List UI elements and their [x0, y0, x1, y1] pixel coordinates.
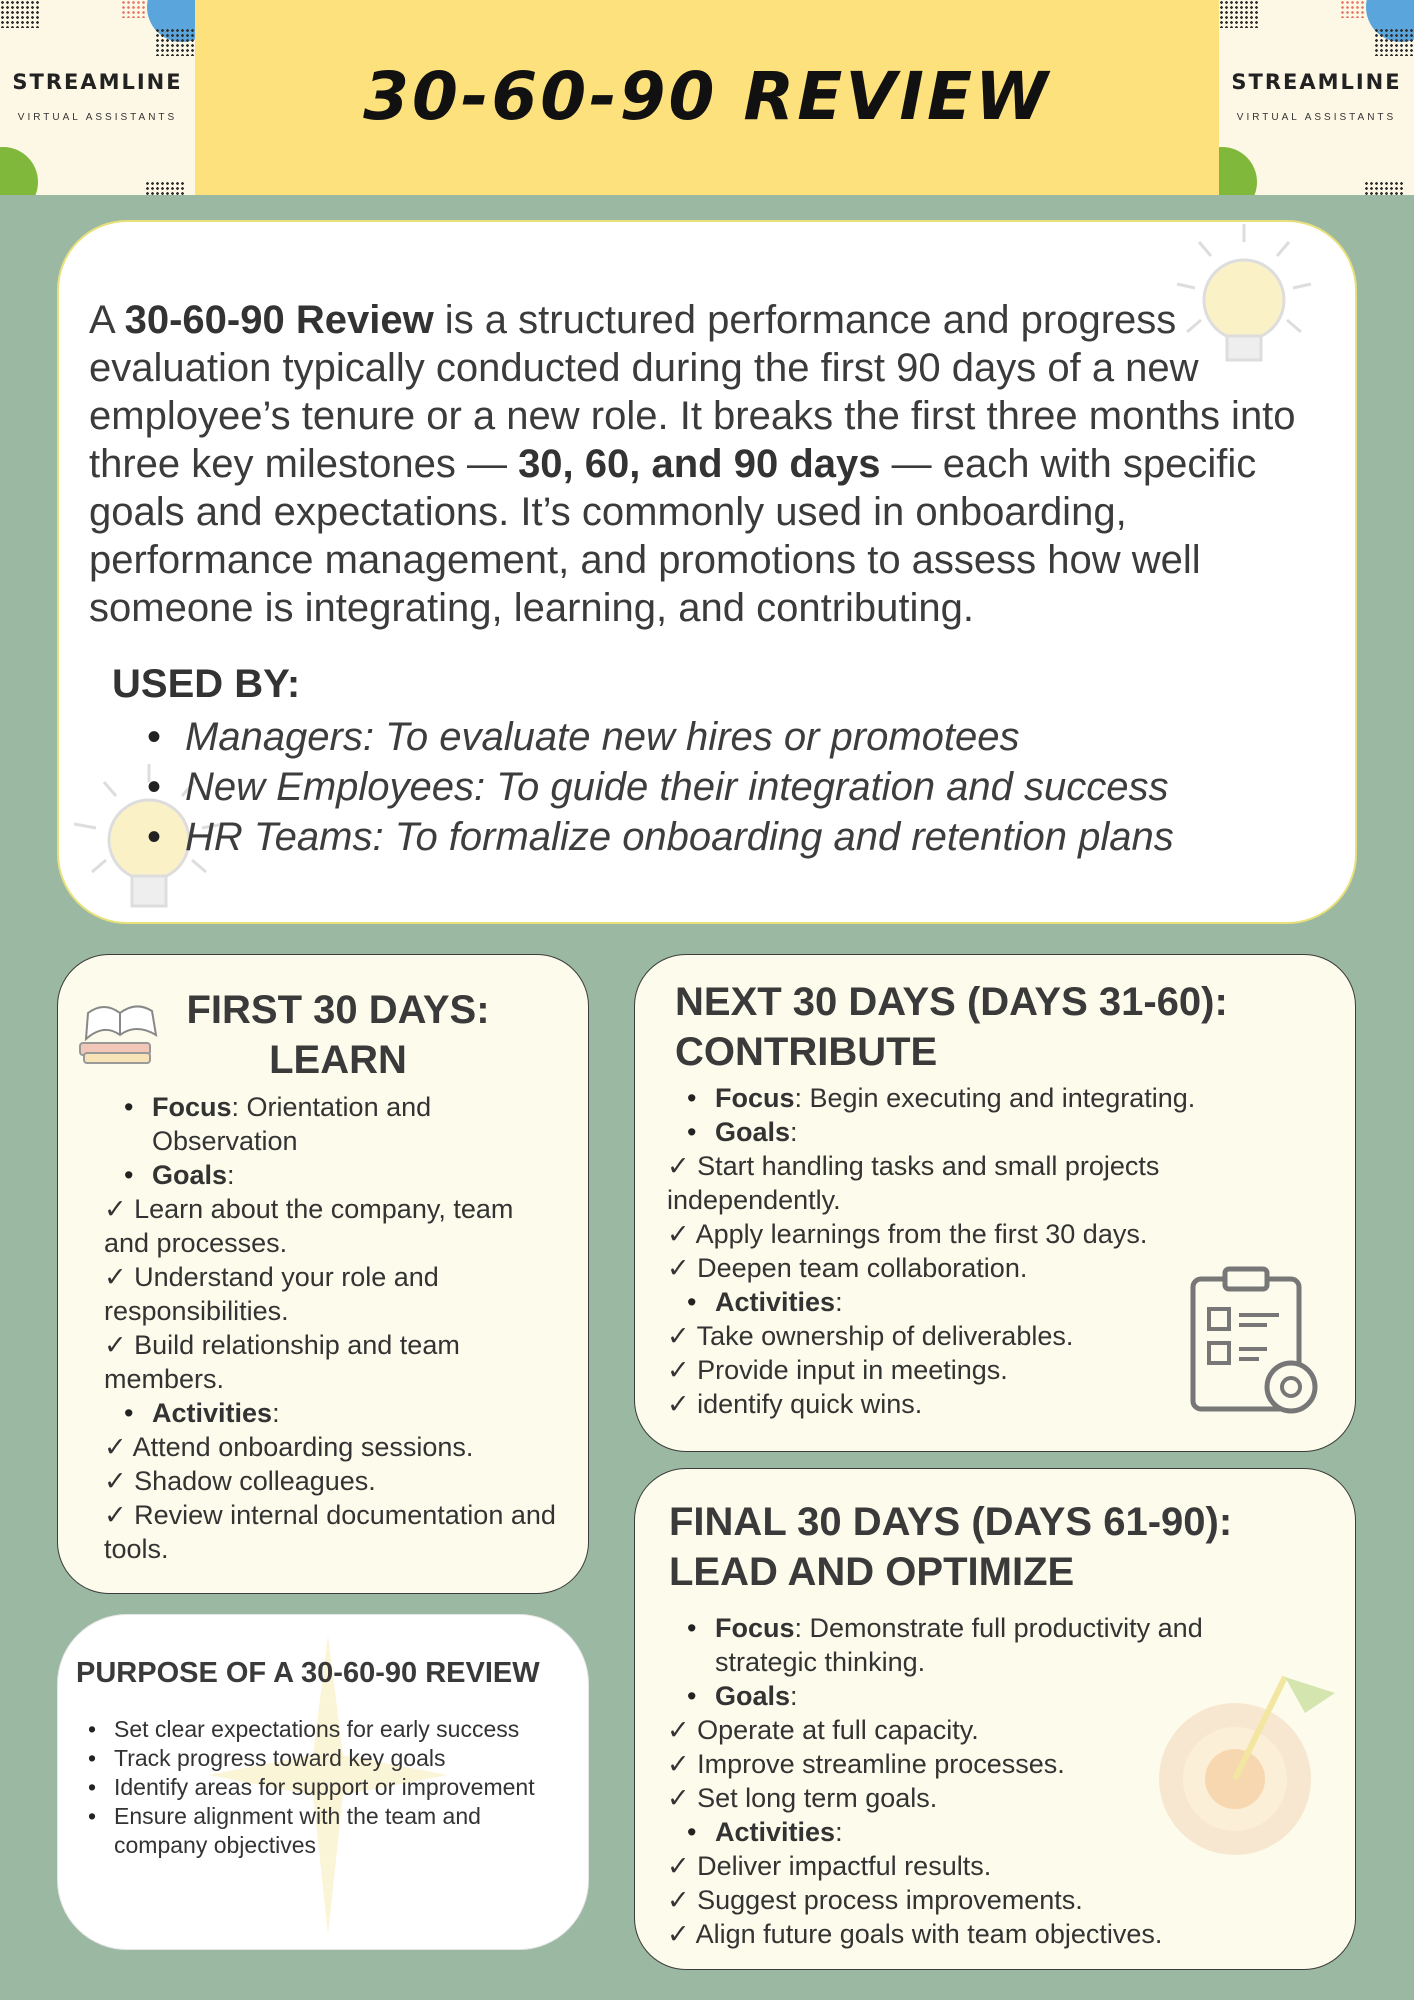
- list-item: ✓ Set long term goals.: [667, 1783, 938, 1813]
- logo-right: [1219, 0, 1414, 195]
- list-item: • New Employees: To guide their integration and success: [185, 762, 1174, 812]
- list-item: ✓ Build relationship and team members.: [104, 1330, 460, 1394]
- list-item: ✓ Suggest process improvements.: [667, 1885, 1083, 1915]
- logo-tagline: VIRTUAL ASSISTANTS: [1236, 112, 1397, 123]
- intro-paragraph: A 30-60-90 Review is a structured performance and progress evaluation typically conducted during the first 90 days of a new employee’s tenure or a new role. It breaks the first three months into three key milestones — 30, 60, and 90 days — each with specific goals and expectations. It’s commonly used in onboarding, performance management, and promotions to assess how well someone is integrating, learning, and contributing.: [89, 298, 1296, 630]
- section-body: • Focus: Orientation and Observation • Goals: ✓ Learn about the company, team and processes. ✓ Understand your role and responsibilities. ✓ Build relationship and team members. • Activities: ✓ Attend onboarding sessions. ✓ Shadow colleagues. ✓ Review internal documentation and tools.: [104, 1090, 564, 1566]
- list-item: ✓ Align future goals with team objectives.: [667, 1919, 1163, 1949]
- list-item: ✓ Deliver impactful results.: [667, 1851, 992, 1881]
- used-by-heading: USED BY:: [112, 662, 301, 706]
- page-title: 30-60-90 REVIEW: [363, 58, 1051, 135]
- section-title: FINAL 30 DAYS (DAYS 61-90): LEAD AND OPTIMIZE: [669, 1500, 1233, 1594]
- list-item: • Ensure alignment with the team and company objectives: [114, 1802, 574, 1860]
- list-item: ✓ Apply learnings from the first 30 days.: [667, 1219, 1148, 1249]
- list-item: • Managers: To evaluate new hires or promotees: [185, 712, 1174, 762]
- purpose-list: [114, 1715, 574, 1860]
- next-30-days-card: [634, 954, 1356, 1452]
- first-30-days-card: [57, 954, 589, 1594]
- list-item: ✓ Learn about the company, team and processes.: [104, 1194, 514, 1258]
- list-item: ✓ identify quick wins.: [667, 1389, 923, 1419]
- list-item: ✓ Operate at full capacity.: [667, 1715, 979, 1745]
- list-item: • Track progress toward key goals: [114, 1744, 574, 1773]
- list-item: ✓ Take ownership of deliverables.: [667, 1321, 1074, 1351]
- section-body: • Focus: Begin executing and integrating. • Goals: ✓ Start handling tasks and small projects independently. ✓ Apply learnings from the first 30 days. ✓ Deepen team collaboration. • Activities: ✓ Take ownership of deliverables. ✓ Provide input in meetings. ✓ identify quick wins.: [667, 1081, 1227, 1421]
- section-title: PURPOSE OF A 30-60-90 REVIEW: [76, 1657, 540, 1689]
- intro-card: [57, 220, 1357, 924]
- section-title: FIRST 30 DAYS: LEARN: [186, 988, 490, 1082]
- list-item: ✓ Improve streamline processes.: [667, 1749, 1065, 1779]
- section-body: • Focus: Demonstrate full productivity and strategic thinking. • Goals: ✓ Operate at full capacity. ✓ Improve streamline processes. ✓ Set long term goals. • Activities: ✓ Deliver impactful results. ✓ Suggest process improvements. ✓ Align future goals with team objectives.: [667, 1611, 1247, 1951]
- logo-tagline: VIRTUAL ASSISTANTS: [17, 112, 178, 123]
- list-item: ✓ Shadow colleagues.: [104, 1466, 376, 1496]
- header-banner: [0, 0, 1414, 195]
- list-item: • Set clear expectations for early success: [114, 1715, 574, 1744]
- list-item: ✓ Attend onboarding sessions.: [104, 1432, 474, 1462]
- logo-name: STREAMLINE: [1231, 70, 1402, 94]
- list-item: ✓ Review internal documentation and tools.: [104, 1500, 556, 1564]
- list-item: • Identify areas for support or improvement: [114, 1773, 574, 1802]
- logo-left: [0, 0, 195, 195]
- list-item: ✓ Provide input in meetings.: [667, 1355, 1008, 1385]
- list-item: • HR Teams: To formalize onboarding and retention plans: [185, 812, 1174, 862]
- section-title: NEXT 30 DAYS (DAYS 31-60): CONTRIBUTE: [675, 980, 1228, 1074]
- list-item: ✓ Start handling tasks and small projects independently.: [667, 1151, 1160, 1215]
- list-item: ✓ Understand your role and responsibilities.: [104, 1262, 439, 1326]
- clipboard-gear-icon: [1187, 1265, 1327, 1421]
- used-by-list: [185, 712, 1174, 862]
- purpose-card: [57, 1614, 589, 1950]
- list-item: ✓ Deepen team collaboration.: [667, 1253, 1028, 1283]
- final-30-days-card: [634, 1468, 1356, 1970]
- logo-name: STREAMLINE: [12, 70, 183, 94]
